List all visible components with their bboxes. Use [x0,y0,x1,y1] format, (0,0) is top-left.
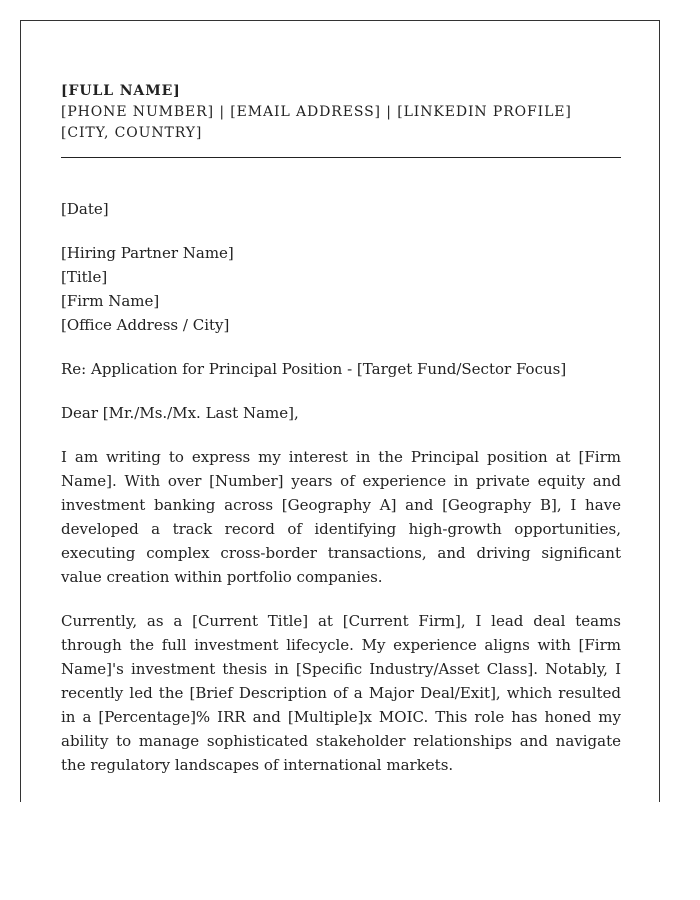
header-divider [61,157,621,158]
location-line: [CITY, COUNTRY] [61,125,203,141]
salutation: Dear [Mr./Ms./Mx. Last Name], [61,404,299,422]
recipient-name: [Hiring Partner Name] [61,244,234,262]
letter-date: [Date] [61,200,109,218]
recipient-block [61,241,621,337]
contact-line: [PHONE NUMBER] | [EMAIL ADDRESS] | [LINKEDIN PROFILE] [61,104,572,120]
subject-line: Re: Application for Principal Position - [Target Fund/Sector Focus] [61,360,567,378]
letter-content [61,81,621,777]
document-page [20,20,660,802]
paragraph-intro: I am writing to express my interest in the Principal position at [Firm Name]. With over [Number] years of experience in private equity and investment banking across [Geography A] and [Geography B], I have developed a track record of identifying high-growth opportunities, executing complex cross-border transactions, and driving significant value creation within portfolio companies. [61,448,621,586]
recipient-address: [Office Address / City] [61,316,230,334]
recipient-title: [Title] [61,268,108,286]
paragraph-experience: Currently, as a [Current Title] at [Current Firm], I lead deal teams through the full investment lifecycle. My experience aligns with [Firm Name]'s investment thesis in [Specific Industry/Asset Class]. Notably, I recently led the [Brief Description of a Major Deal/Exit], which resulted in a [Percentage]% IRR and [Multiple]x MOIC. This role has honed my ability to manage sophisticated stakeholder relationships and navigate the regulatory landscapes of international markets. [61,612,621,774]
applicant-name: [FULL NAME] [61,83,181,99]
recipient-firm: [Firm Name] [61,292,160,310]
